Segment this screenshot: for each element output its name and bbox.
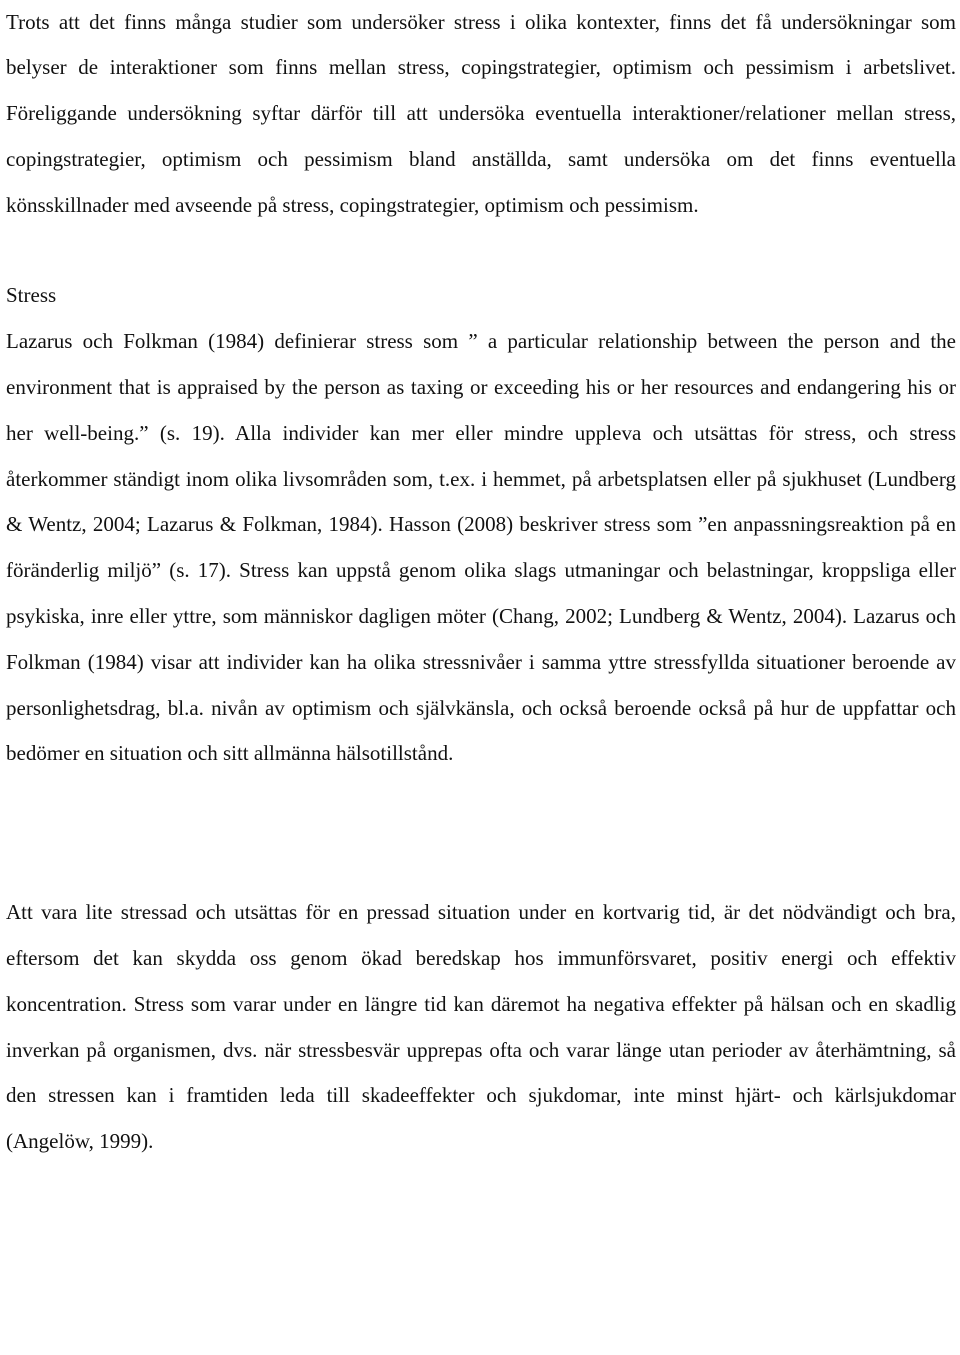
section-heading-stress: Stress (6, 283, 57, 308)
stress-effects-paragraph: Att vara lite stressad och utsättas för en pressad situation under en kortvarig tid, är det nödvändigt och bra, eftersom det kan skydda oss genom ökad beredskap hos immunförsvaret, positiv energi och effektiv koncentration. Stress som varar under en längre tid kan däremot ha negativa effekter på hälsan och en skadlig inverkan på organismen, dvs. när stressbesvär upprepas ofta och varar länge utan perioder av återhämtning, så den stressen kan i framtiden leda till skadeeffekter och sjukdomar, inte minst hjärt- och kärlsjukdomar (Angelöw, 1999). (6, 900, 956, 1154)
document-page (6, 0, 956, 1165)
intro-paragraph: Trots att det finns många studier som undersöker stress i olika kontexter, finns det få undersökningar som belyser de interaktioner som finns mellan stress, copingstrategier, optimism och pessimism i arbetslivet. Föreliggande undersökning syftar därför till att undersöka eventuella interaktioner/relationer mellan stress, copingstrategier, optimism och pessimism bland anställda, samt undersöka om det finns eventuella könsskillnader med avseende på stress, copingstrategier, optimism och pessimism. (6, 9, 956, 217)
stress-definition-paragraph: Lazarus och Folkman (1984) definierar stress som ” a particular relationship between the person and the environment that is appraised by the person as taxing or exceeding his or her resources and endangering his or her well-being.” (s. 19). Alla individer kan mer eller mindre uppleva och utsättas för stress, och stress återkommer ständigt inom olika livsområden som, t.ex. i hemmet, på arbetsplatsen eller på sjukhuset (Lundberg & Wentz, 2004; Lazarus & Folkman, 1984). Hasson (2008) beskriver stress som ”en anpassningsreaktion på en föränderlig miljö” (s. 17). Stress kan uppstå genom olika slags utmaningar och belastningar, kroppsliga eller psykiska, inre eller yttre, som människor dagligen möter (Chang, 2002; Lundberg & Wentz, 2004). Lazarus och Folkman (1984) visar att individer kan ha olika stressnivåer i samma yttre stressfyllda situationer beroende av personlighetsdrag, bl.a. nivån av optimism och självkänsla, och också beroende också på hur de uppfattar och bedömer en situation och sitt allmänna hälsotillstånd. (6, 329, 956, 766)
